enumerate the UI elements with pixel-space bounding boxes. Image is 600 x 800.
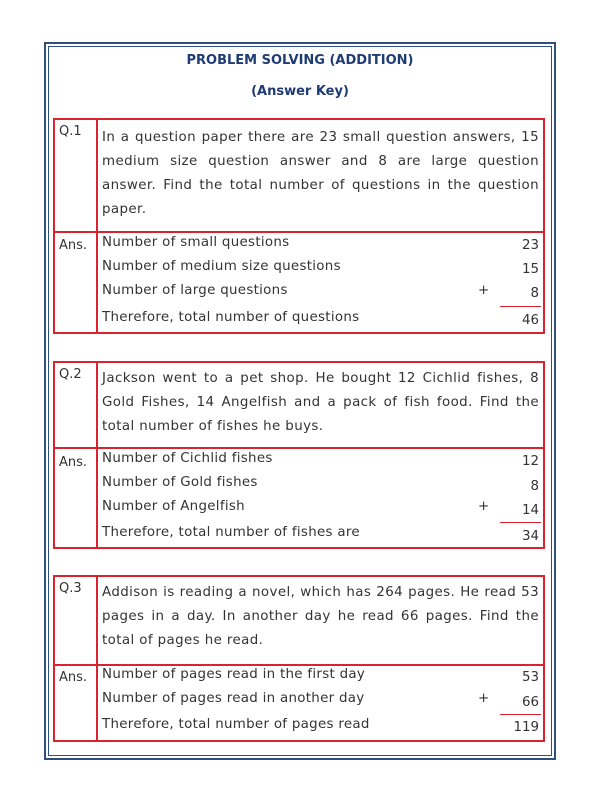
column-divider	[96, 577, 98, 740]
plus-sign: +	[478, 691, 490, 706]
question-label: Q.1	[59, 124, 82, 139]
answer-value: 8	[530, 479, 539, 494]
question-card-2	[53, 361, 545, 549]
question-card-3	[53, 575, 545, 742]
answer-line: Number of Gold fishes	[102, 475, 258, 490]
answer-label: Ans.	[59, 670, 88, 685]
page-title: PROBLEM SOLVING (ADDITION)	[186, 53, 414, 68]
total-line: Therefore, total number of fishes are	[102, 525, 360, 540]
question-text: Jackson went to a pet shop. He bought 12 Cichlid fishes, 8 Gold Fishes, 14 Angelfish and a pack of fish food. Find the total number of fishes he buys.	[102, 371, 539, 434]
total-value: 119	[513, 720, 539, 735]
answer-value: 66	[521, 695, 539, 710]
answer-value: 15	[521, 262, 539, 277]
answer-line: Number of pages read in the first day	[102, 667, 366, 682]
column-divider	[96, 120, 98, 332]
total-line: Therefore, total number of questions	[102, 310, 360, 325]
answer-value: 8	[530, 286, 539, 301]
total-line: Therefore, total number of pages read	[102, 717, 370, 732]
answer-label: Ans.	[59, 238, 88, 253]
answer-value: 14	[521, 503, 539, 518]
question-text: Addison is reading a novel, which has 264 pages. He read 53 pages in a day. In another day he read 66 pages. Find the total of pages he read.	[102, 585, 539, 648]
column-divider	[96, 363, 98, 547]
plus-sign: +	[478, 499, 490, 514]
answer-line: Number of medium size questions	[102, 259, 341, 274]
sum-underline	[500, 522, 541, 523]
answer-line: Number of small questions	[102, 235, 290, 250]
page-subtitle: (Answer Key)	[251, 84, 349, 99]
answer-value: 23	[521, 238, 539, 253]
answer-line: Number of large questions	[102, 283, 288, 298]
question-label: Q.3	[59, 581, 82, 596]
sum-underline	[500, 306, 541, 307]
total-value: 46	[521, 313, 539, 328]
total-value: 34	[521, 529, 539, 544]
answer-line: Number of pages read in another day	[102, 691, 365, 706]
row-divider	[55, 231, 543, 233]
row-divider	[55, 664, 543, 666]
plus-sign: +	[478, 283, 490, 298]
question-text: In a question paper there are 23 small question answers, 15 medium size question answer and 8 are large question answer. Find the total number of questions in the question paper.	[102, 130, 539, 217]
question-card-1	[53, 118, 545, 334]
answer-line: Number of Angelfish	[102, 499, 245, 514]
sum-underline	[500, 714, 541, 715]
answer-value: 12	[521, 454, 539, 469]
question-label: Q.2	[59, 367, 82, 382]
row-divider	[55, 447, 543, 449]
answer-label: Ans.	[59, 455, 88, 470]
answer-line: Number of Cichlid fishes	[102, 451, 273, 466]
answer-value: 53	[521, 670, 539, 685]
